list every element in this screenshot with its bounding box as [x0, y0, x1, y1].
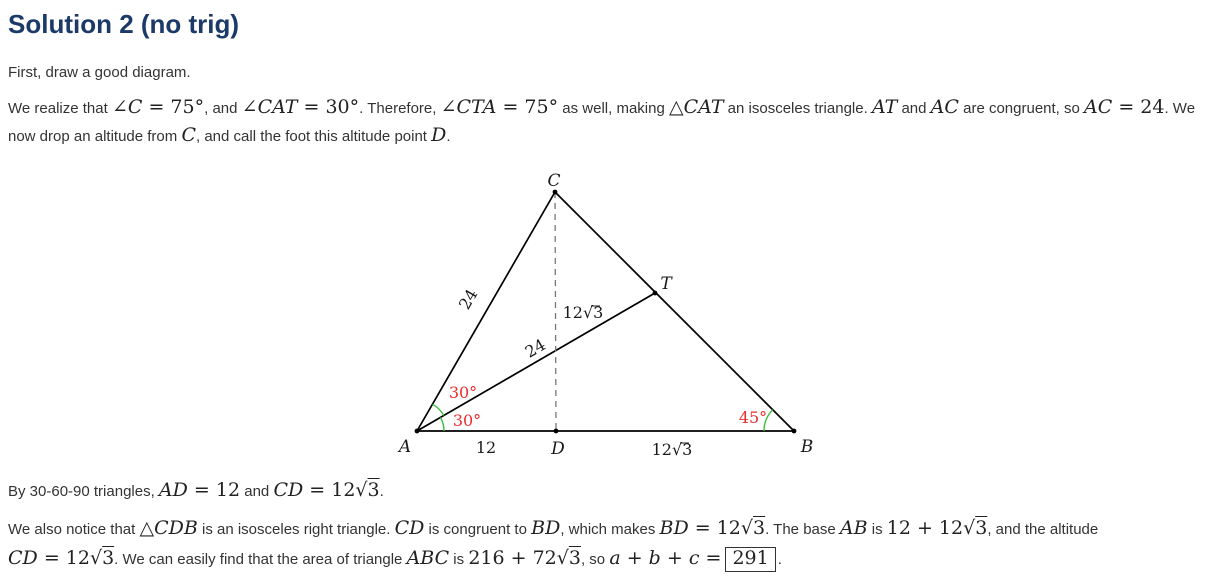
text-run: . Therefore,: [359, 100, 441, 117]
side-AC: [417, 192, 555, 431]
inline-math: CD: [394, 517, 425, 539]
text-run: By 30-60-90 triangles,: [8, 483, 159, 500]
angle-arc-CAT: [433, 404, 444, 415]
segment-label-AD: 12: [475, 438, 497, 457]
angle-label-CAT: 30°: [448, 383, 478, 402]
inline-math: 12 + 12√3: [886, 517, 988, 539]
text-run: . The base: [765, 521, 840, 538]
inline-math: AD = 12: [158, 479, 241, 501]
text-run: .: [379, 483, 384, 500]
angle-arc-TAB: [440, 418, 444, 432]
text-run: are congruent, so: [958, 100, 1085, 117]
inline-math: CD = 12√3: [8, 547, 115, 569]
text-run: We realize that: [8, 100, 112, 117]
text-run: and: [240, 483, 274, 500]
altitude-CD-dashed: [555, 192, 556, 431]
text-run: is congruent to: [424, 521, 532, 538]
text-run: .: [446, 128, 451, 145]
text-run: is: [449, 551, 469, 568]
text-run: First, draw a good diagram.: [8, 64, 191, 81]
vertex-label-T: T: [660, 274, 672, 294]
vertex-dot-D: [554, 429, 559, 434]
text-run: , and the altitude: [987, 521, 1099, 538]
inline-math: AB: [839, 517, 868, 539]
text-run: , and call the foot this altitude point: [195, 128, 432, 145]
inline-math: BD = 12√3: [659, 517, 766, 539]
paragraph-reasoning: [8, 95, 1206, 151]
vertex-label-C: C: [547, 171, 561, 191]
vertex-dot-A: [415, 429, 420, 434]
inline-math: AC: [930, 96, 959, 118]
text-run: . We can easily find that the area of triangle: [114, 551, 407, 568]
text-run: , which makes: [560, 521, 660, 538]
angle-label-B: 45°: [738, 408, 768, 427]
text-run: an isosceles triangle.: [723, 100, 872, 117]
text-run: We also notice that: [8, 521, 140, 538]
text-run: as well, making: [558, 100, 669, 117]
vertex-label-A: A: [398, 437, 412, 457]
vertex-label-D: D: [551, 439, 565, 459]
inline-math: △CAT: [668, 96, 724, 118]
angle-label-TAB: 30°: [452, 411, 482, 430]
altitude-label-CD: 12√3: [562, 303, 604, 322]
side-label-AC: 24: [454, 285, 482, 313]
inline-math: C: [181, 124, 196, 146]
inline-math: D: [431, 124, 447, 146]
inline-math: CD = 12√3: [273, 479, 380, 501]
segment-label-DB: 12√3: [651, 440, 693, 459]
text-run: is an isosceles right triangle.: [197, 521, 395, 538]
inline-math: 216 + 72√3: [468, 547, 581, 569]
inline-math: AT: [871, 96, 898, 118]
inline-math: AC = 24: [1084, 96, 1165, 118]
inline-math: BD: [531, 517, 561, 539]
vertex-dot-T: [653, 291, 658, 296]
page-title: Solution 2 (no trig): [8, 9, 240, 39]
paragraph-conclusion: [8, 515, 1206, 575]
geometry-diagram: [395, 165, 825, 465]
inline-math: a + b + c =: [609, 547, 722, 569]
text-run: , so: [580, 551, 610, 568]
triangle-figure: [395, 165, 825, 465]
inline-math: △CDB: [139, 517, 198, 539]
side-label-AT: 24: [521, 334, 549, 362]
inline-math: ∠C = 75°: [111, 96, 205, 118]
text-run: . We now drop an altitude from: [8, 100, 1196, 145]
text-run: , and: [204, 100, 242, 117]
inline-math: ABC: [406, 547, 450, 569]
boxed-answer: 291: [725, 547, 775, 572]
paragraph-306090: [8, 477, 1206, 507]
text-run: and: [897, 100, 931, 117]
text-run: is: [867, 521, 887, 538]
text-run: .: [777, 551, 782, 568]
paragraph-intro: [8, 63, 1206, 82]
inline-math: ∠CTA = 75°: [440, 96, 559, 118]
vertex-dot-B: [792, 429, 797, 434]
inline-math: ∠CAT = 30°: [241, 96, 360, 118]
vertex-label-B: B: [800, 437, 814, 457]
